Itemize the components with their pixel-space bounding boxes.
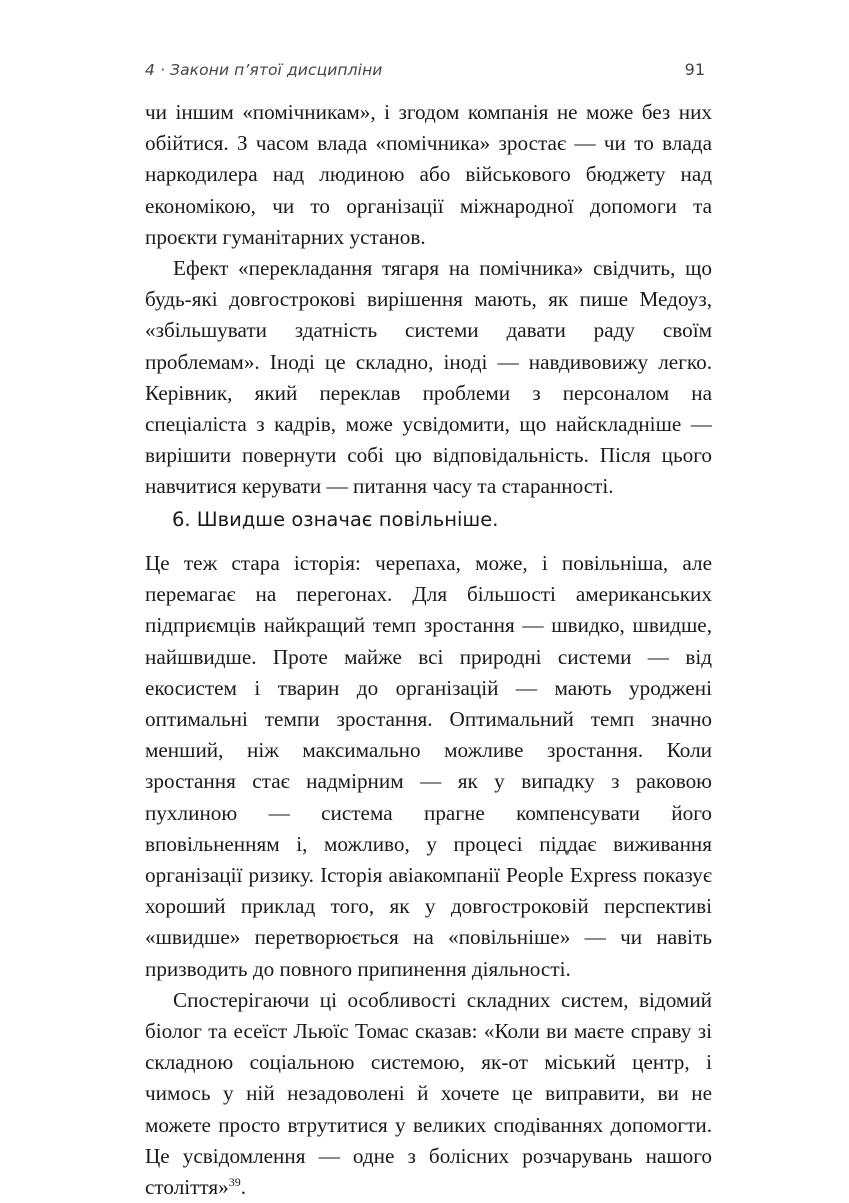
paragraph-lewis-thomas-quote: [145, 985, 712, 1203]
section-heading: 6. Швидше означає повільніше.: [172, 508, 499, 531]
page-number: 91: [684, 60, 705, 79]
paragraph-burden-shifting: Ефект «перекладання тягаря на помічника» свідчить, що будь-які довгострокові вирішення мають, як пише Медоуз, «збільшувати здатність системи давати раду своїм проблемам». Іноді це складно, іноді — навдивовижу легко. Керівник, який переклав проблеми з персоналом на спеціаліста з кадрів, може усвідомити, що найскладніше — вирішити повернути собі цю відповідальність. Після цього навчитися керувати — питання часу та старанності.: [145, 256, 712, 499]
footnote-marker[interactable]: 39: [228, 1175, 241, 1190]
closing-punctuation: .: [240, 1175, 247, 1200]
chapter-title: 4 · Закони п’ятої дисципліни: [145, 61, 383, 79]
section-1-text: [145, 97, 712, 503]
paragraph-faster-is-slower: Це теж стара історія: черепаха, може, і повільніша, але перемагає на перегонах. Для більшості американських підприємців найкращий темп зростання — швидко, швидше, найшвидше. Проте майже всі природні системи — від екосистем і тварин до організацій — мають уроджені оптимальні темпи зростання. Оптимальний темп значно менший, ніж максимально можливе зростання. Коли зростання стає надмірним — як у випадку з раковою пухлиною — система прагне компенсувати його вповільненням і, можливо, у процесі піддає виживання організації ризику. Історія авіакомпанії People Express показує хороший приклад того, як у довгостроковій перспективі «швидше» перетворюється на «повільніше» — чи навіть призводить до повного припинення діяльності.: [145, 551, 712, 981]
section-2-text: [145, 548, 712, 1203]
running-head: [145, 60, 705, 88]
paragraph-continuation: чи іншим «помічникам», і згодом компанія не може без них обійтися. З часом влада «помічника» зростає — чи то влада наркодилера над людиною або військового бюджету над економікою, чи то організації міжнародної допомоги та проєкти гуманітарних установ.: [145, 100, 712, 249]
quote-text: Спостерігаючи ці особливості складних систем, відомий біолог та есеїст Льюїс Томас сказав: «Коли ви маєте справу зі складною соціальною системою, як-от міський центр, і чимось у ній незадоволені й хочете це виправити, ви не можете просто втрутитися у великих сподіваннях допомогти. Це усвідомлення — одне з болісних розчарувань нашого століття»: [145, 987, 712, 1200]
